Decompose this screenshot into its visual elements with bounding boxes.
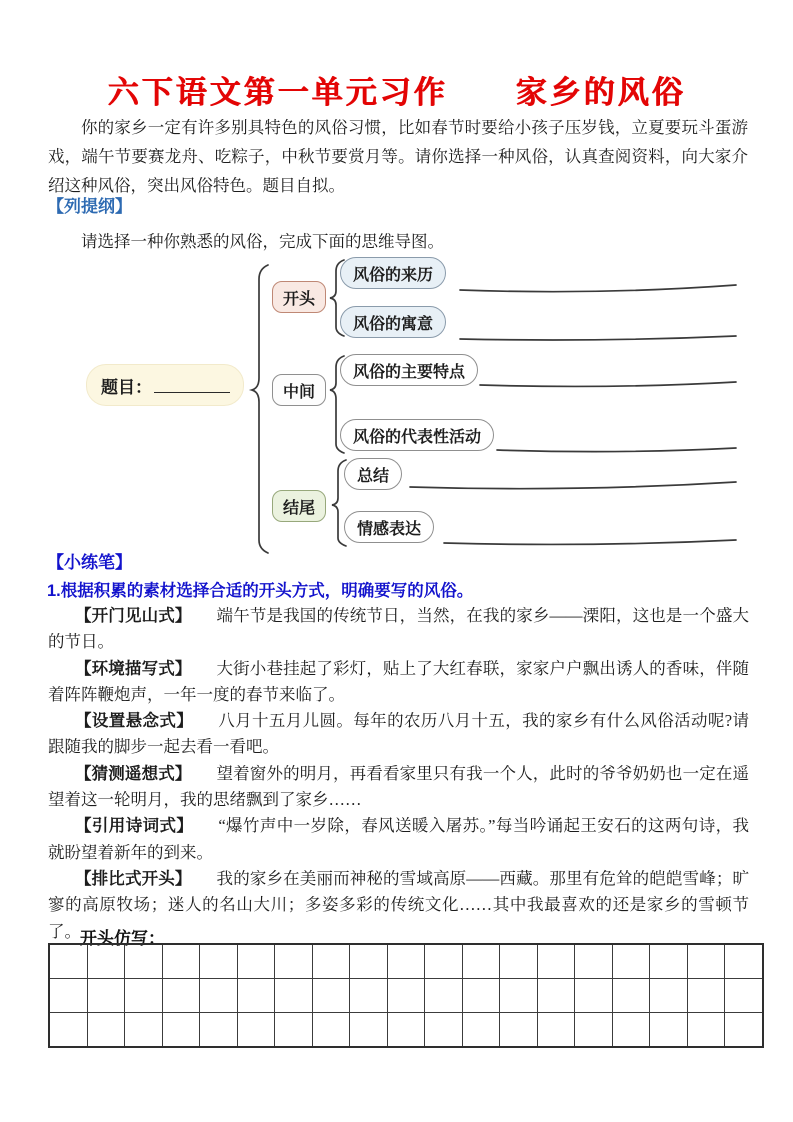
- example-openings-list: [48, 603, 749, 945]
- grid-cell: [275, 979, 313, 1013]
- grid-cell: [425, 944, 463, 979]
- example-opening: [48, 656, 749, 709]
- grid-cell: [462, 979, 500, 1013]
- example-text: “爆竹声中一岁除，春风送暖入屠苏。”每当吟诵起王安石的这两句诗，我就盼望着新年的到来。: [48, 816, 750, 862]
- grid-row: [49, 944, 763, 979]
- grid-cell: [500, 979, 538, 1013]
- example-opening: [48, 813, 749, 866]
- grid-cell: [687, 1013, 725, 1048]
- grid-cell: [500, 944, 538, 979]
- grid-cell: [237, 979, 275, 1013]
- grid-cell: [387, 944, 425, 979]
- example-tag: 【设置悬念式】: [75, 712, 194, 731]
- grid-cell: [162, 1013, 200, 1048]
- grid-cell: [462, 1013, 500, 1048]
- grid-cell: [162, 944, 200, 979]
- grid-cell: [125, 979, 163, 1013]
- grid-cell: [537, 1013, 575, 1048]
- root-label: 题目：: [101, 377, 152, 397]
- writing-grid: [48, 943, 764, 1048]
- grid-cell: [537, 979, 575, 1013]
- grid-cell: [725, 944, 763, 979]
- grid-cell: [312, 944, 350, 979]
- grid-cell: [350, 944, 388, 979]
- example-text: 八月十五月儿圆。每年的农历八月十五，我的家乡有什么风俗活动呢?请跟随我的脚步一起去看一看吧。: [48, 711, 749, 757]
- grid-cell: [275, 944, 313, 979]
- grid-cell: [87, 979, 125, 1013]
- branch-representative-activities: 风俗的代表性活动: [340, 419, 494, 451]
- grid-cell: [612, 979, 650, 1013]
- grid-cell: [237, 944, 275, 979]
- grid-cell: [350, 979, 388, 1013]
- grid-cell: [612, 1013, 650, 1048]
- writing-grid-body: [49, 944, 763, 1047]
- grid-cell: [49, 979, 87, 1013]
- example-tag: 【猜测遥想式】: [75, 764, 192, 783]
- node-start: 开头: [272, 281, 326, 313]
- grid-cell: [650, 944, 688, 979]
- grid-cell: [537, 944, 575, 979]
- line-branch-1: [460, 285, 736, 292]
- grid-cell: [125, 944, 163, 979]
- grid-cell: [687, 944, 725, 979]
- grid-cell: [575, 944, 613, 979]
- copy-practice-label: 开头仿写：: [80, 929, 165, 948]
- title-blank-line: [154, 391, 230, 393]
- line-branch-4: [497, 448, 736, 452]
- grid-cell: [312, 979, 350, 1013]
- outline-section-header: 【列提纲】: [47, 197, 132, 216]
- mindmap-diagram: [0, 252, 793, 557]
- example-text: 望着窗外的明月，再看看家里只有我一个人，此时的爷爷奶奶也一定在遥望着这一轮明月，我的思绪飘到了家乡……: [48, 763, 750, 810]
- example-text: 端午节是我国的传统节日，当然，在我的家乡——溧阳，这也是一个盛大的节日。: [48, 606, 750, 652]
- grid-cell: [500, 1013, 538, 1048]
- grid-cell: [425, 1013, 463, 1048]
- grid-cell: [49, 944, 87, 979]
- grid-cell: [575, 979, 613, 1013]
- grid-cell: [350, 1013, 388, 1048]
- example-text: 我的家乡在美丽而神秘的雪域高原——西藏。那里有危耸的皑皑雪峰；旷寥的高原牧场；迷人的名山大川；多姿多彩的传统文化……其中我最喜欢的还是家乡的雪顿节了。: [48, 868, 750, 941]
- example-tag: 【开门见山式】: [75, 607, 192, 625]
- grid-cell: [425, 979, 463, 1013]
- branch-emotion: 情感表达: [344, 511, 434, 543]
- grid-cell: [575, 1013, 613, 1048]
- example-text: 大街小巷挂起了彩灯，贴上了大红春联，家家户户飘出诱人的香味，伴随着阵阵鞭炮声，一年一度的春节来临了。: [48, 658, 750, 704]
- grid-cell: [650, 1013, 688, 1048]
- node-middle: 中间: [272, 374, 326, 406]
- big-brace: [252, 265, 268, 553]
- grid-row: [49, 1013, 763, 1048]
- line-branch-5: [410, 482, 736, 489]
- grid-cell: [725, 1013, 763, 1048]
- grid-row: [49, 979, 763, 1013]
- line-branch-3: [480, 382, 736, 386]
- line-branch-2: [460, 336, 736, 340]
- branch-summary: 总结: [344, 458, 402, 490]
- grid-cell: [612, 944, 650, 979]
- grid-cell: [200, 1013, 238, 1048]
- intro-paragraph: 你的家乡一定有许多别具特色的风俗习惯，比如春节时要给小孩子压岁钱，立夏要玩斗蛋游戏，端午节要赛龙舟、吃粽子，中秋节要赏月等。请你选择一种风俗，认真查阅资料，向大家介绍这种风俗，突出风俗特色。题目自拟。: [48, 118, 748, 195]
- grid-cell: [387, 979, 425, 1013]
- grid-cell: [125, 1013, 163, 1048]
- branch-custom-meaning: 风俗的寓意: [340, 306, 446, 338]
- grid-cell: [387, 1013, 425, 1048]
- mindmap-root-title: [86, 364, 244, 406]
- grid-cell: [200, 944, 238, 979]
- line-branch-6: [444, 540, 736, 544]
- branch-custom-origin: 风俗的来历: [340, 257, 446, 289]
- practice-task: 1.根据积累的素材选择合适的开头方式，明确要写的风俗。: [47, 582, 474, 600]
- grid-cell: [275, 1013, 313, 1048]
- example-tag: 【引用诗词式】: [75, 817, 194, 836]
- outline-instruction: 请选择一种你熟悉的风俗，完成下面的思维导图。: [81, 232, 444, 251]
- grid-cell: [312, 1013, 350, 1048]
- grid-cell: [725, 979, 763, 1013]
- grid-cell: [462, 944, 500, 979]
- example-opening: [48, 708, 749, 761]
- branch-main-features: 风俗的主要特点: [340, 354, 478, 386]
- practice-section-header: 【小练笔】: [47, 553, 132, 572]
- grid-cell: [87, 944, 125, 979]
- grid-cell: [650, 979, 688, 1013]
- example-opening: [48, 603, 749, 656]
- grid-cell: [87, 1013, 125, 1048]
- grid-cell: [49, 1013, 87, 1048]
- node-end: 结尾: [272, 490, 326, 522]
- example-opening: [48, 761, 749, 814]
- grid-cell: [200, 979, 238, 1013]
- grid-cell: [162, 979, 200, 1013]
- grid-cell: [237, 1013, 275, 1048]
- example-tag: 【环境描写式】: [75, 659, 192, 678]
- grid-cell: [687, 979, 725, 1013]
- page-title: 六下语文第一单元习作 家乡的风俗: [107, 74, 686, 110]
- example-tag: 【排比式开头】: [75, 869, 192, 888]
